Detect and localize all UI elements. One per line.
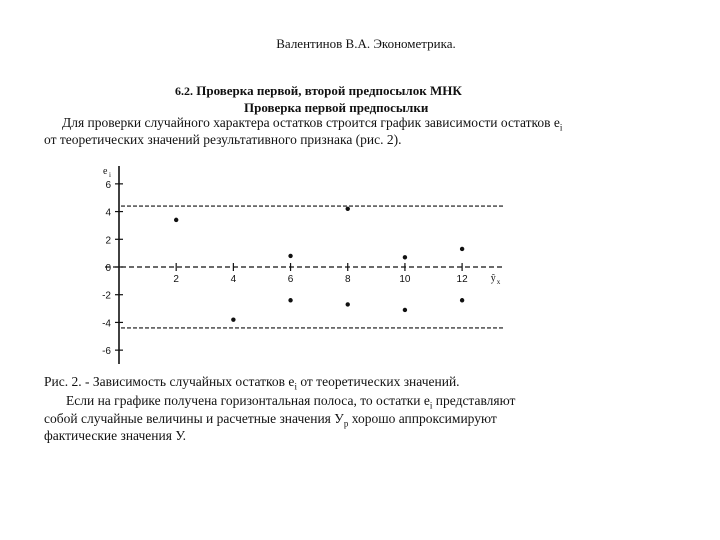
x-axis-label-subscript: x (496, 278, 501, 286)
para1-subscript: i (559, 122, 563, 133)
y-tick-label: -2 (102, 290, 111, 302)
data-point (346, 302, 350, 306)
para3-line2-text: собой случайные величины и расчетные значения У (44, 411, 344, 426)
data-point (231, 317, 235, 321)
caption-text-end: от теоретических значений. (296, 374, 460, 389)
x-tick-label: 2 (173, 274, 179, 285)
y-axis-label-subscript: i (109, 171, 111, 179)
data-point (288, 254, 292, 258)
data-point (288, 298, 292, 302)
chart-plot-area (102, 166, 505, 364)
section-title: Проверка первой, второй предпосылок МНК (196, 83, 462, 98)
paragraph-3-line-1 (66, 393, 515, 411)
y-tick-label: -6 (102, 346, 111, 358)
x-tick-label: 12 (456, 274, 468, 285)
document-header-author: Валентинов В.А. Эконометрика. (276, 36, 456, 51)
subsection-heading: Проверка первой предпосылки (244, 100, 429, 115)
y-tick-label: 6 (105, 179, 111, 191)
data-point (460, 298, 464, 302)
data-point (174, 218, 178, 222)
caption-text: Рис. 2. - Зависимость случайных остатков e (44, 374, 295, 389)
para3-subscript: i (429, 400, 433, 411)
x-tick-label: 8 (344, 274, 351, 285)
data-point (403, 308, 407, 312)
section-number: 6.2. (175, 84, 193, 98)
data-point (346, 207, 350, 211)
data-point (403, 255, 407, 259)
x-tick-label: 4 (230, 274, 237, 285)
para3-text-end: представляют (432, 393, 516, 408)
x-tick-label: 10 (399, 274, 411, 285)
y-tick-label: 4 (105, 207, 111, 219)
figure-caption (44, 374, 460, 392)
paragraph-3-line-3: фактические значения У. (44, 428, 187, 443)
para3-line2-text-end: хорошо аппроксимируют (348, 411, 497, 426)
y-tick-label: 2 (105, 235, 111, 247)
y-axis-label: e (103, 166, 108, 177)
paragraph-1-line-2: от теоретических значений результативного признака (рис. 2). (44, 132, 402, 147)
para3-text: Если на графике получена горизонтальная полоса, то остатки e (66, 393, 430, 408)
x-tick-label: 6 (287, 274, 294, 285)
para1-text: Для проверки случайного характера остатков строится график зависимости остатков e (62, 115, 560, 130)
x-axis-label: ŷ (490, 273, 496, 284)
para3-line2-subscript: p (343, 418, 349, 429)
section-heading (175, 83, 462, 99)
caption-subscript: i (294, 381, 297, 392)
y-tick-label: 0 (105, 263, 111, 274)
y-tick-label: -4 (102, 318, 111, 330)
paragraph-3-line-2 (44, 411, 497, 429)
data-point (460, 247, 464, 251)
residuals-scatter-chart (85, 160, 525, 368)
paragraph-1-line-1 (62, 115, 562, 133)
